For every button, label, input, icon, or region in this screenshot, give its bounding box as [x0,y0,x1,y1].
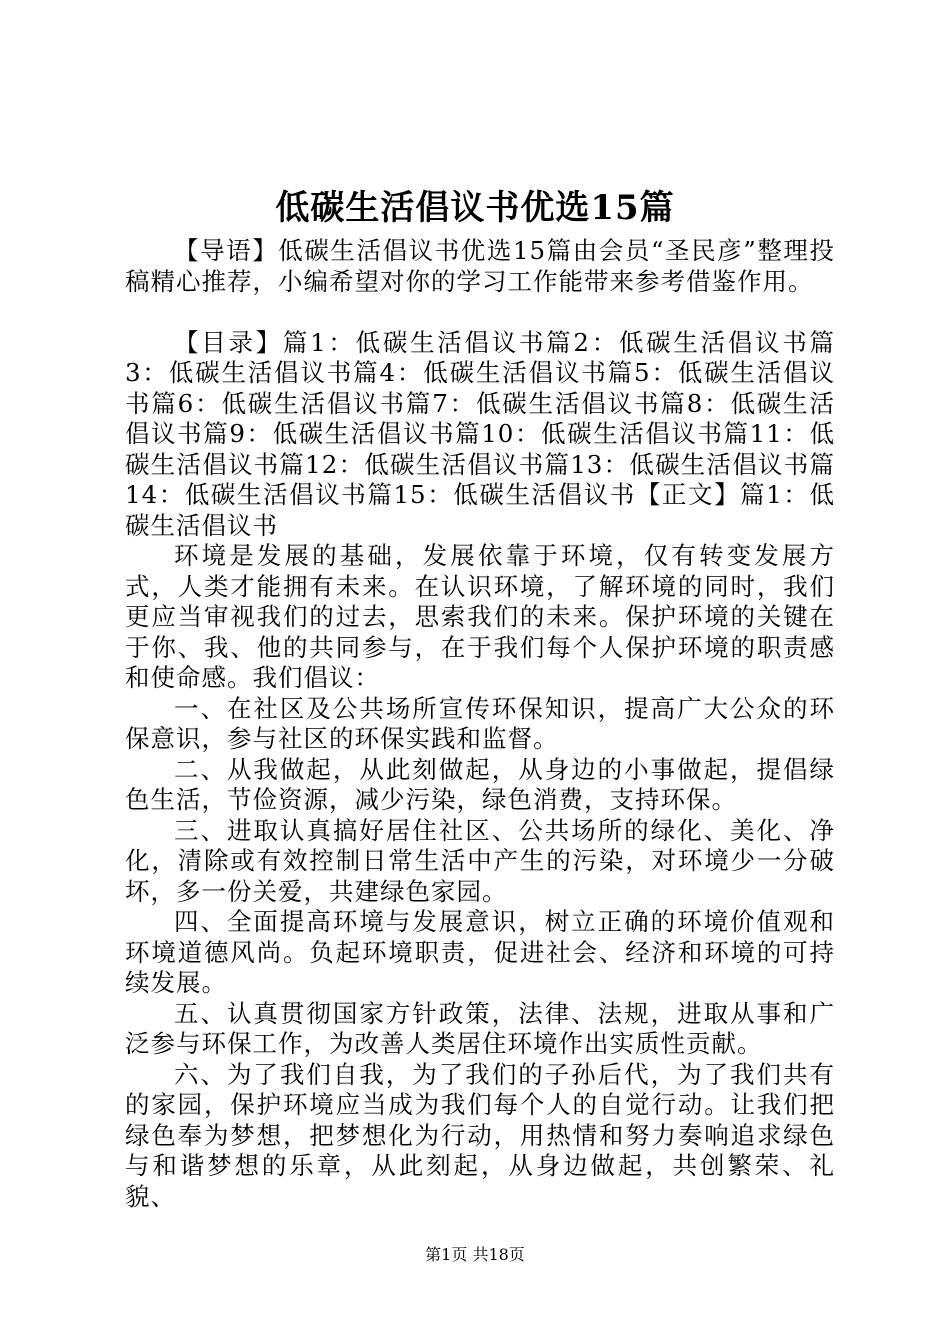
body-paragraph: 二、从我做起，从此刻做起，从身边的小事做起，提倡绿色生活，节俭资源，减少污染，绿色消费，支持环保。 [125,754,835,814]
body-paragraph: 五、认真贯彻国家方针政策，法律、法规，进取从事和广泛参与环保工作，为改善人类居住环境作出实质性贡献。 [125,998,835,1058]
document-title: 低碳生活倡议书优选15篇 [275,188,675,228]
body-paragraph: 环境是发展的基础，发展依靠于环境，仅有转变发展方式，人类才能拥有未来。在认识环境，了解环境的同时，我们更应当审视我们的过去，思索我们的未来。保护环境的关键在于你、我、他的共同参与，在于我们每个人保护环境的职责感和使命感。我们倡议： [125,541,835,692]
intro-paragraph: 【导语】低碳生活倡议书优选15篇由会员“圣民彦”整理投稿精心推荐，小编希望对你的学习工作能带来参考借鉴作用。 [125,236,835,296]
body-paragraph: 四、全面提高环境与发展意识，树立正确的环境价值观和环境道德风尚。负起环境职责，促进社会、经济和环境的可持续发展。 [125,907,835,997]
table-of-contents: 【目录】篇1：低碳生活倡议书篇2：低碳生活倡议书篇3：低碳生活倡议书篇4：低碳生活倡议书篇5：低碳生活倡议书篇6：低碳生活倡议书篇7：低碳生活倡议书篇8：低碳生活倡议书篇9：低碳生活倡议书篇10：低碳生活倡议书篇11：低碳生活倡议书篇12：低碳生活倡议书篇13：低碳生活倡议书篇14：低碳生活倡议书篇15：低碳生活倡议书【正文】篇1：低碳生活倡议书 [125,327,835,540]
body-paragraph: 三、进取认真搞好居住社区、公共场所的绿化、美化、净化，清除或有效控制日常生活中产生的污染，对环境少一分破坏，多一份关爱，共建绿色家园。 [125,815,835,906]
document-body [125,236,835,1212]
page-number-footer: 第1页 共18页 [425,1245,525,1264]
body-paragraph: 六、为了我们自我，为了我们的子孙后代，为了我们共有的家园，保护环境应当成为我们每个人的自觉行动。让我们把绿色奉为梦想，把梦想化为行动，用热情和努力奏响追求绿色与和谐梦想的乐章，从此刻起，从身边做起，共创繁荣、礼貌、 [125,1059,835,1211]
body-paragraph: 一、在社区及公共场所宣传环保知识，提高广大公众的环保意识，参与社区的环保实践和监督。 [125,693,835,753]
